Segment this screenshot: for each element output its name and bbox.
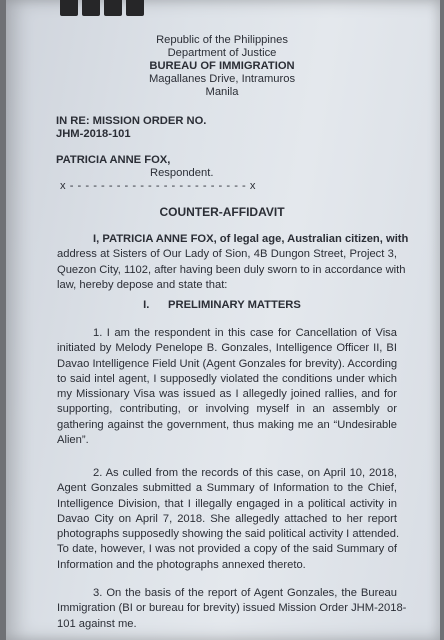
paragraph-line: to said intel agent, I supposedly violated the conditions under which [57, 372, 397, 385]
binder-clip [60, 0, 78, 16]
paragraph-line: Davao City on April 7, 2018. She allegedly attached to her report [57, 512, 397, 525]
section-heading: I. PRELIMINARY MATTERS [143, 299, 301, 311]
paragraph-line: initiated by Melody Penelope B. Gonzales, Intelligence Officer II, BI [57, 342, 397, 355]
intro-line: I, PATRICIA ANNE FOX, of legal age, Australian citizen, with [93, 233, 409, 245]
paragraph-line: Intelligence Division, that I illegally engaged in a political activity in [57, 497, 397, 510]
respondent-name: PATRICIA ANNE FOX, [56, 154, 171, 166]
paragraph-line: Alien”. [57, 434, 89, 447]
document-title: COUNTER-AFFIDAVIT [159, 205, 285, 219]
paragraph-line: Information and the photographs annexed thereto. [57, 558, 306, 571]
paragraph-line: To date, however, I was not provided a copy of the said Summary of [57, 543, 397, 556]
paragraph-line: supporting, contributing, or involving myself in an assembly or [57, 403, 397, 416]
paragraph-line: photographs supposedly showing the said political activity I attended. [57, 528, 400, 541]
header-republic: Republic of the Philippines [156, 34, 288, 46]
header-bureau: BUREAU OF IMMIGRATION [149, 60, 295, 72]
paragraph-line: 2. As culled from the records of this case, on April 10, 2018, [93, 467, 397, 479]
caption-inre: IN RE: MISSION ORDER NO. [56, 115, 207, 127]
paragraph-3 [57, 586, 407, 632]
paragraph-2 [57, 466, 400, 573]
paragraph-line: 3. On the basis of the report of Agent Gonzales, the Bureau [93, 587, 397, 599]
paragraph-line: my Missionary Visa was issued as I allegedly joined rallies, and for [57, 388, 397, 401]
intro-line: Quezon City, 1102, after having been duly sworn to in accordance with [57, 263, 406, 276]
header-address: Magallanes Drive, Intramuros [148, 73, 296, 85]
caption-separator: x - - - - - - - - - - - - - - - - - - - - - - - x [60, 180, 256, 192]
intro-paragraph [57, 232, 409, 293]
paragraph-1 [57, 326, 397, 448]
paragraph-line: gathering against the government, thus making me an “Undesirable [57, 418, 397, 431]
paragraph-line: Immigration (BI or bureau for brevity) issued Mission Order JHM-2018- [57, 602, 407, 615]
paragraph-line: Agent Gonzales submitted a Summary of Information to the Chief, [57, 482, 397, 495]
binder-clip [104, 0, 122, 16]
binder-clip [82, 0, 100, 16]
paragraph-line: Davao Intelligence Field Unit (Agent Gonzales for brevity). According [57, 357, 398, 370]
intro-line: address at Sisters of Our Lady of Sion, 4B Dungon Street, Project 3, [57, 248, 397, 261]
paragraph-line: 101 against me. [57, 617, 137, 630]
caption-number: JHM-2018-101 [56, 128, 131, 140]
header-city: Manila [205, 86, 239, 98]
intro-line: law, hereby depose and state that: [57, 278, 228, 291]
respondent-label: Respondent. [150, 167, 214, 179]
binder-clip [126, 0, 144, 16]
paragraph-line: 1. I am the respondent in this case for Cancellation of Visa [93, 327, 397, 339]
header-department: Department of Justice [167, 47, 277, 59]
